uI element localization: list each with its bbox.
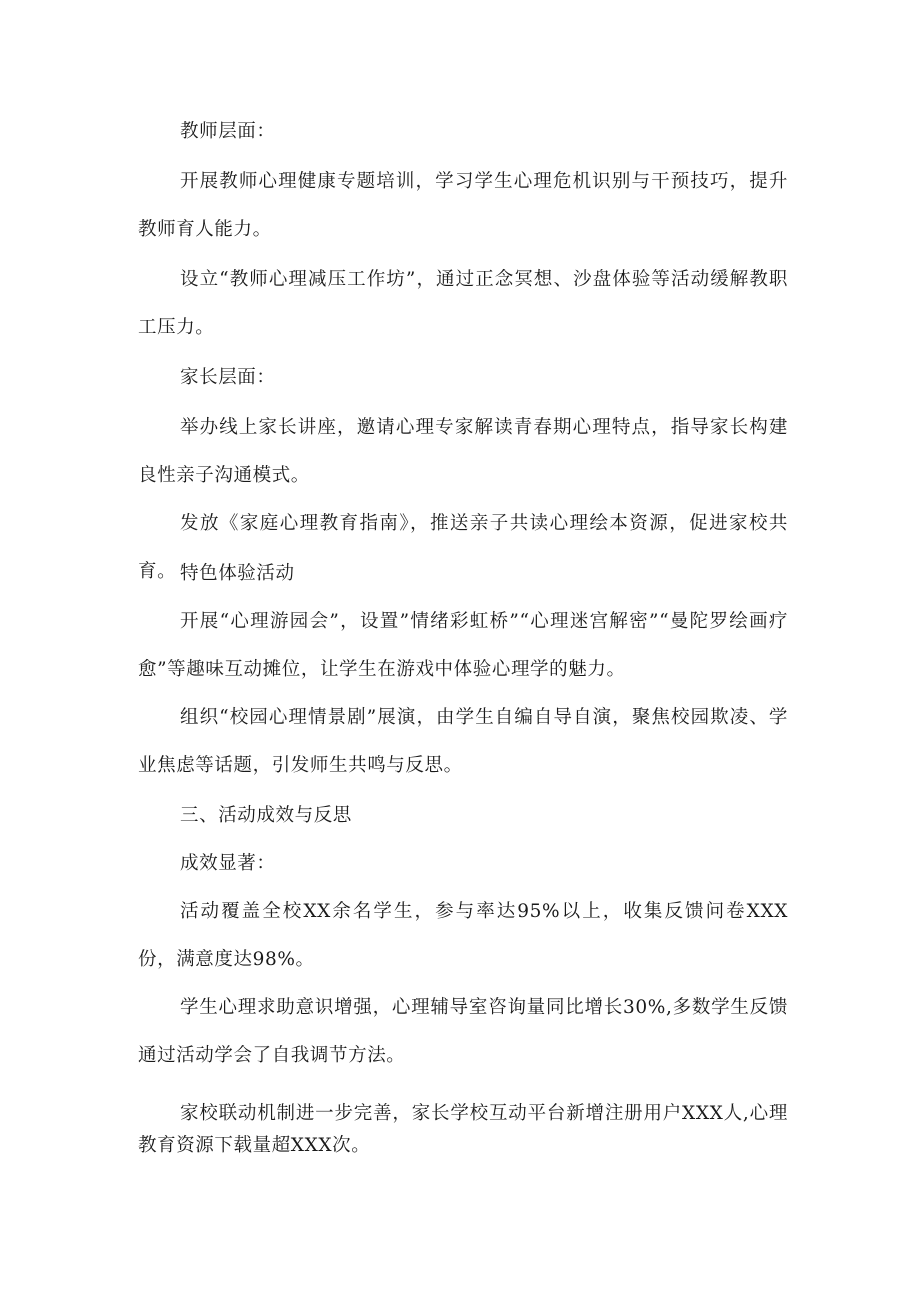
paragraph-family-guide: 发放《家庭心理教育指南》，推送亲子共读心理绘本资源，促进家校共育。 bbox=[138, 513, 788, 582]
paragraph-teacher-workshop: 设立“教师心理减压工作坊”，通过正念冥想、沙盘体验等活动缓解教职工压力。 bbox=[138, 269, 788, 338]
paragraph-psych-fair: 开展“心理游园会”，设置”情绪彩虹桥”“心理迷宫解密”“曼陀罗绘画疗愈”等趣味互动摊位，让学生在游戏中体验心理学的魅力。 bbox=[138, 611, 788, 680]
paragraph-teacher-training: 开展教师心理健康专题培训，学习学生心理危机识别与干预技巧，提升教师育人能力。 bbox=[138, 171, 788, 240]
heading-parent-level: 家长层面： bbox=[180, 367, 276, 388]
heading-special-activities: 特色体验活动 bbox=[180, 563, 295, 584]
paragraph-parent-lecture: 举办线上家长讲座，邀请心理专家解读青春期心理特点，指导家长构建良性亲子沟通模式。 bbox=[138, 417, 788, 486]
heading-results: 成效显著： bbox=[180, 853, 276, 874]
paragraph-help-seeking: 学生心理求助意识增强，心理辅导室咨询量同比增长30%,多数学生反馈通过活动学会了自我调节方法。 bbox=[138, 997, 788, 1066]
heading-section-three: 三、活动成效与反思 bbox=[180, 805, 352, 826]
heading-teacher-level: 教师层面： bbox=[180, 121, 276, 142]
paragraph-psych-drama: 组织“校园心理情景剧”展演，由学生自编自导自演，聚焦校园欺凌、学业焦虑等话题，引发师生共鸣与反思。 bbox=[138, 707, 788, 776]
paragraph-home-school: 家校联动机制进一步完善，家长学校互动平台新增注册用户XXX人,心理教育资源下载量超XXX次。 bbox=[138, 1103, 788, 1156]
paragraph-coverage: 活动覆盖全校XX余名学生，参与率达95%以上，收集反馈问卷XXX份，满意度达98%。 bbox=[138, 901, 788, 970]
